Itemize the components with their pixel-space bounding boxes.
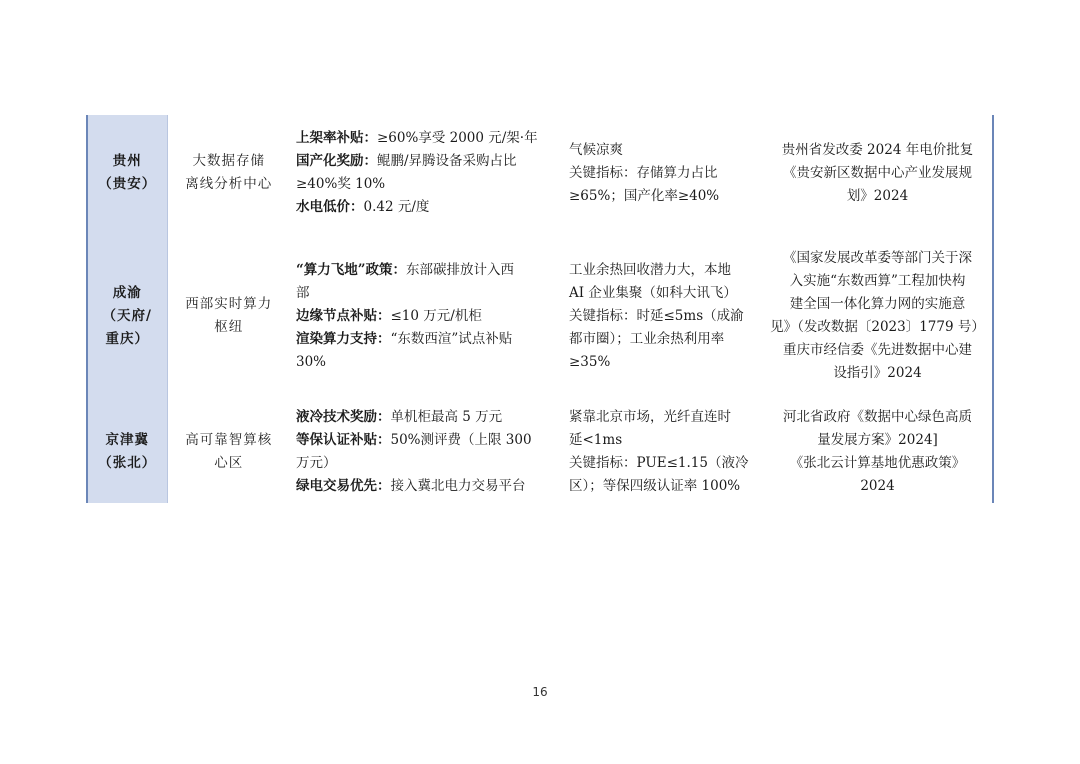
policy-line: 部 <box>296 284 310 301</box>
policy-line: 绿电交易优先：接入冀北电力交易平台 <box>296 478 526 494</box>
policy-line: 30% <box>296 353 327 370</box>
source-cell: 《国家发展改革委等部门关于深 入实施“东数西算”工程加快构 建全国一体化算力网的实施意 见》（发改数据〔2023〕1779 号） 重庆市经信委《先进数据中心建 设指引》2024 <box>770 250 985 381</box>
policy-line: 水电低价：0.42 元/度 <box>296 199 430 215</box>
policy-line: 边缘节点补贴：≤10 万元/机柜 <box>296 307 482 324</box>
advantages-cell: 紧靠北京市场，光纤直连时 延<1ms 关键指标：PUE≤1.15（液冷 区）；等保四级认证率 100% <box>569 409 749 494</box>
policy-line: 渲染算力支持：“东数西渲”试点补贴 <box>296 330 513 347</box>
policy-line: 等保认证补贴：50%测评费（上限 300 <box>296 432 532 448</box>
region-cell: 京津冀 （张北） <box>87 401 167 503</box>
region-cell: 成渝 （天府/ 重庆） <box>87 231 167 401</box>
table-row <box>87 231 993 401</box>
policy-line: 国产化奖励：鲲鹏/昇腾设备采购占比 <box>296 153 517 169</box>
table-row <box>87 115 993 231</box>
positioning-cell: 高可靠智算核 心区 <box>185 432 273 471</box>
policies-cell <box>290 231 563 401</box>
policy-line: 液冷技术奖励：单机柜最高 5 万元 <box>296 409 503 425</box>
positioning-cell: 大数据存储 离线分析中心 <box>185 153 273 192</box>
policies-cell <box>290 115 563 231</box>
policy-table <box>86 115 994 503</box>
region-cell: 贵州 （贵安） <box>87 115 167 231</box>
page-number: 16 <box>532 685 548 699</box>
policy-line: ≥40%奖 10% <box>296 176 386 192</box>
policies-cell <box>290 401 563 503</box>
source-cell: 贵州省发改委 2024 年电价批复 《贵安新区数据中心产业发展规 划》2024 <box>781 141 974 204</box>
policy-line: 万元） <box>296 455 337 471</box>
table-row <box>87 401 993 503</box>
policy-line: “算力飞地”政策：东部碳排放计入西 <box>296 261 515 278</box>
advantages-cell: 工业余热回收潜力大，本地 AI 企业集聚（如科大讯飞） 关键指标：时延≤5ms（成渝 都市圈）；工业余热利用率 ≥35% <box>569 261 744 370</box>
policy-line: 上架率补贴：≥60%享受 2000 元/架·年 <box>296 130 538 146</box>
advantages-cell: 气候凉爽 关键指标：存储算力占比 ≥65%；国产化率≥40% <box>569 141 720 204</box>
source-cell: 河北省政府《数据中心绿色高质 量发展方案》2024] 《张北云计算基地优惠政策》 2024 <box>783 409 972 494</box>
positioning-cell: 西部实时算力 枢纽 <box>185 296 273 335</box>
